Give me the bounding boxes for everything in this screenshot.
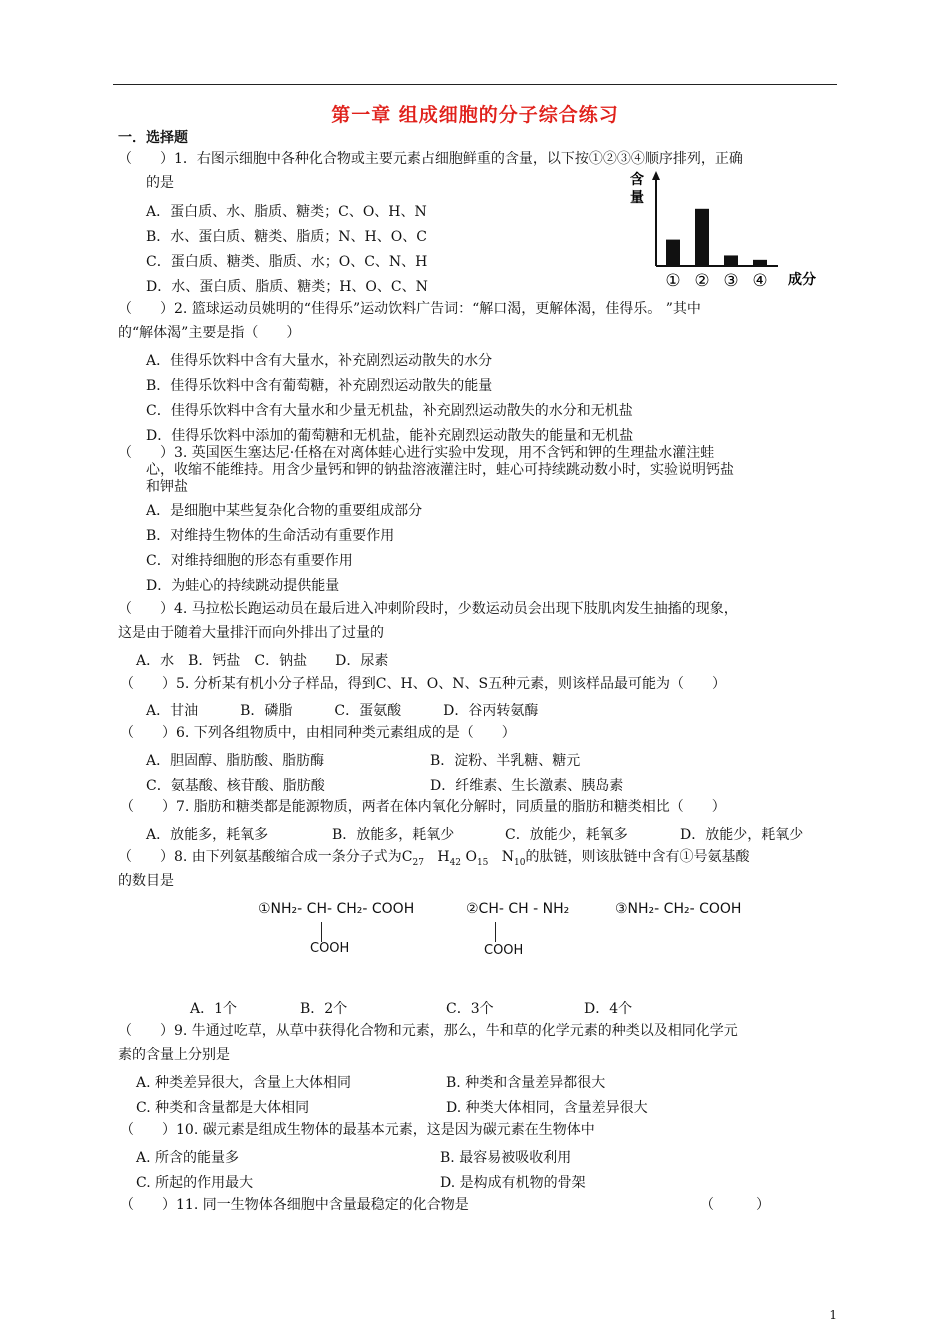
q3-option-d: D．为蛙心的持续跳动提供能量 [146,578,340,594]
q8-stem-post: 的肽链，则该肽链中含有①号氨基酸 [525,849,750,865]
q8-h-sub: 42 [449,857,462,868]
q1-stem-2: 的是 [146,175,174,191]
q6-option-a: A．胆固醇、脂肪酸、脂肪酶 [146,753,325,769]
chart-xlabel: 成分 [788,272,816,288]
q3-stem-2: 心，收缩不能维持。用含少量钙和钾的钠盐溶液灌注时，蛙心可持续跳动数小时，实验说明钙盐 [146,462,734,478]
q4-stem-2: 这是由于随着大量排汗而向外排出了过量的 [118,625,384,641]
q7-option-d: D．放能少，耗氧少 [680,827,804,843]
page-number: 1 [829,1308,837,1322]
top-rule [113,84,837,85]
chart-bar-4 [753,260,767,266]
chart-tick-label-4: ④ [752,271,768,291]
chart-bar-2 [695,209,709,266]
amino-acid-1-branch: COOH [310,941,350,956]
q8-c-sub: 27 [412,857,424,868]
amino-acid-1-formula: ①NH₂- CH- CH₂- COOH [258,901,415,917]
content-bar-chart [628,168,818,292]
q8-stem-1 [118,848,749,872]
q1-option-a: A．蛋白质、水、脂质、糖类；C、O、H、N [146,204,427,220]
q5-options: A．甘油 B．磷脂 C．蛋氨酸 D．谷丙转氨酶 [146,703,539,719]
chart-ylabel-char: 含 [630,172,644,188]
q2-stem-2: 的“解体渴”主要是指（ ） [118,325,301,341]
chart-ylabel-char: 量 [630,190,644,206]
q9-option-c: C. 种类和含量都是大体相同 [136,1100,310,1116]
q8-h: H [437,849,450,865]
q3-option-a: A．是细胞中某些复杂化合物的重要组成部分 [146,503,423,519]
chart-tick-label-2: ② [694,271,710,291]
q3-option-b: B．对维持生物体的生命活动有重要作用 [146,528,395,544]
q1-stem-1: （ ）1．右图示细胞中各种化合物或主要元素占细胞鲜重的含量，以下按①②③④顺序排列，正确 [118,151,743,167]
q5-stem: （ ）5. 分析某有机小分子样品，得到C、H、O、N、S五种元素，则该样品最可能为（ ） [120,676,727,692]
q6-stem: （ ）6. 下列各组物质中，由相同种类元素组成的是（ ） [120,725,516,741]
q10-option-d: D. 是构成有机物的骨架 [440,1175,586,1191]
amino-acid-3-formula: ③NH₂- CH₂- COOH [615,901,742,917]
q1-option-c: C．蛋白质、糖类、脂质、水；O、C、N、H [146,254,428,270]
q4-options: A．水 B．钙盐 C．钠盐 D．尿素 [136,653,389,669]
section-heading: 一．选择题 [118,130,188,146]
q9-option-a: A. 种类差异很大，含量上大体相同 [136,1075,352,1091]
q8-o: O [465,849,477,865]
q11-stem: （ ）11. 同一生物体各细胞中含量最稳定的化合物是 [120,1197,469,1213]
q7-option-b: B．放能多，耗氧少 [332,827,455,843]
q10-option-a: A. 所含的能量多 [136,1150,240,1166]
q4-stem-1: （ ）4. 马拉松长跑运动员在最后进入冲刺阶段时，少数运动员会出现下肢肌肉发生抽搐的现象， [118,601,738,617]
q8-option-c: C．3个 [446,1001,494,1017]
amino-acid-2-formula: ②CH- CH - NH₂ [466,901,570,917]
q3-stem-1: （ ）3. 英国医生塞达尼·任格在对离体蛙心进行实验中发现，用不含钙和钾的生理盐水灌注蛙 [118,445,715,461]
q10-option-c: C. 所起的作用最大 [136,1175,254,1191]
q6-option-d: D．纤维素、生长激素、胰岛素 [430,778,624,794]
q8-option-a: A．1个 [190,1001,238,1017]
q2-option-a: A．佳得乐饮料中含有大量水，补充剧烈运动散失的水分 [146,353,493,369]
q7-stem: （ ）7. 脂肪和糖类都是能源物质，两者在体内氧化分解时，同质量的脂肪和糖类相比（ ） [120,799,726,815]
chart-bar-1 [666,240,680,266]
q8-n: N [501,849,515,865]
chart-bar-3 [724,255,738,266]
chart-ylabel [630,171,644,206]
q10-stem: （ ）10. 碳元素是组成生物体的最基本元素，这是因为碳元素在生物体中 [120,1122,595,1138]
q11-answer-blank: （ ） [700,1197,770,1213]
q7-option-a: A．放能多，耗氧多 [146,827,269,843]
q8-stem-pre: （ ）8. 由下列氨基酸缩合成一条分子式为C [118,849,413,865]
amino-acid-1-bond [321,922,322,942]
page-title: 第一章 组成细胞的分子综合练习 [331,104,619,126]
q7-option-c: C．放能少，耗氧多 [505,827,628,843]
q2-option-b: B．佳得乐饮料中含有葡萄糖，补充剧烈运动散失的能量 [146,378,493,394]
q9-option-d: D. 种类大体相同，含量差异很大 [446,1100,648,1116]
q6-option-b: B．淀粉、半乳糖、糖元 [430,753,581,769]
q1-option-d: D．水、蛋白质、脂质、糖类；H、O、C、N [146,279,428,295]
q9-stem-1: （ ）9. 牛通过吃草，从草中获得化合物和元素，那么，牛和草的化学元素的种类以及相同化学元 [118,1023,738,1039]
q2-option-d: D．佳得乐饮料中添加的葡萄糖和无机盐，能补充剧烈运动散失的能量和无机盐 [146,428,634,444]
q1-option-b: B．水、蛋白质、糖类、脂质；N、H、O、C [146,229,427,245]
q8-o-sub: 15 [476,857,489,868]
q8-option-b: B．2个 [300,1001,348,1017]
q10-option-b: B. 最容易被吸收利用 [440,1150,572,1166]
q8-option-d: D．4个 [584,1001,633,1017]
chart-tick-label-1: ① [665,271,681,291]
q6-option-c: C．氨基酸、核苷酸、脂肪酸 [146,778,325,794]
q8-n-sub: 10 [514,857,526,868]
amino-acid-2-bond [495,922,496,942]
chart-tick-label-3: ③ [723,271,739,291]
q9-stem-2: 素的含量上分别是 [118,1047,230,1063]
q3-stem-3: 和钾盐 [146,479,188,495]
q3-option-c: C．对维持细胞的形态有重要作用 [146,553,353,569]
amino-acid-2-branch: COOH [484,943,524,958]
q9-option-b: B. 种类和含量差异都很大 [446,1075,606,1091]
chart-y-arrow [652,171,660,180]
q2-option-c: C．佳得乐饮料中含有大量水和少量无机盐，补充剧烈运动散失的水分和无机盐 [146,403,633,419]
q8-stem-2: 的数目是 [118,873,174,889]
q2-stem-1: （ ）2. 篮球运动员姚明的“佳得乐”运动饮料广告词：“解口渴，更解体渴，佳得乐。 ”其中 [118,301,701,317]
